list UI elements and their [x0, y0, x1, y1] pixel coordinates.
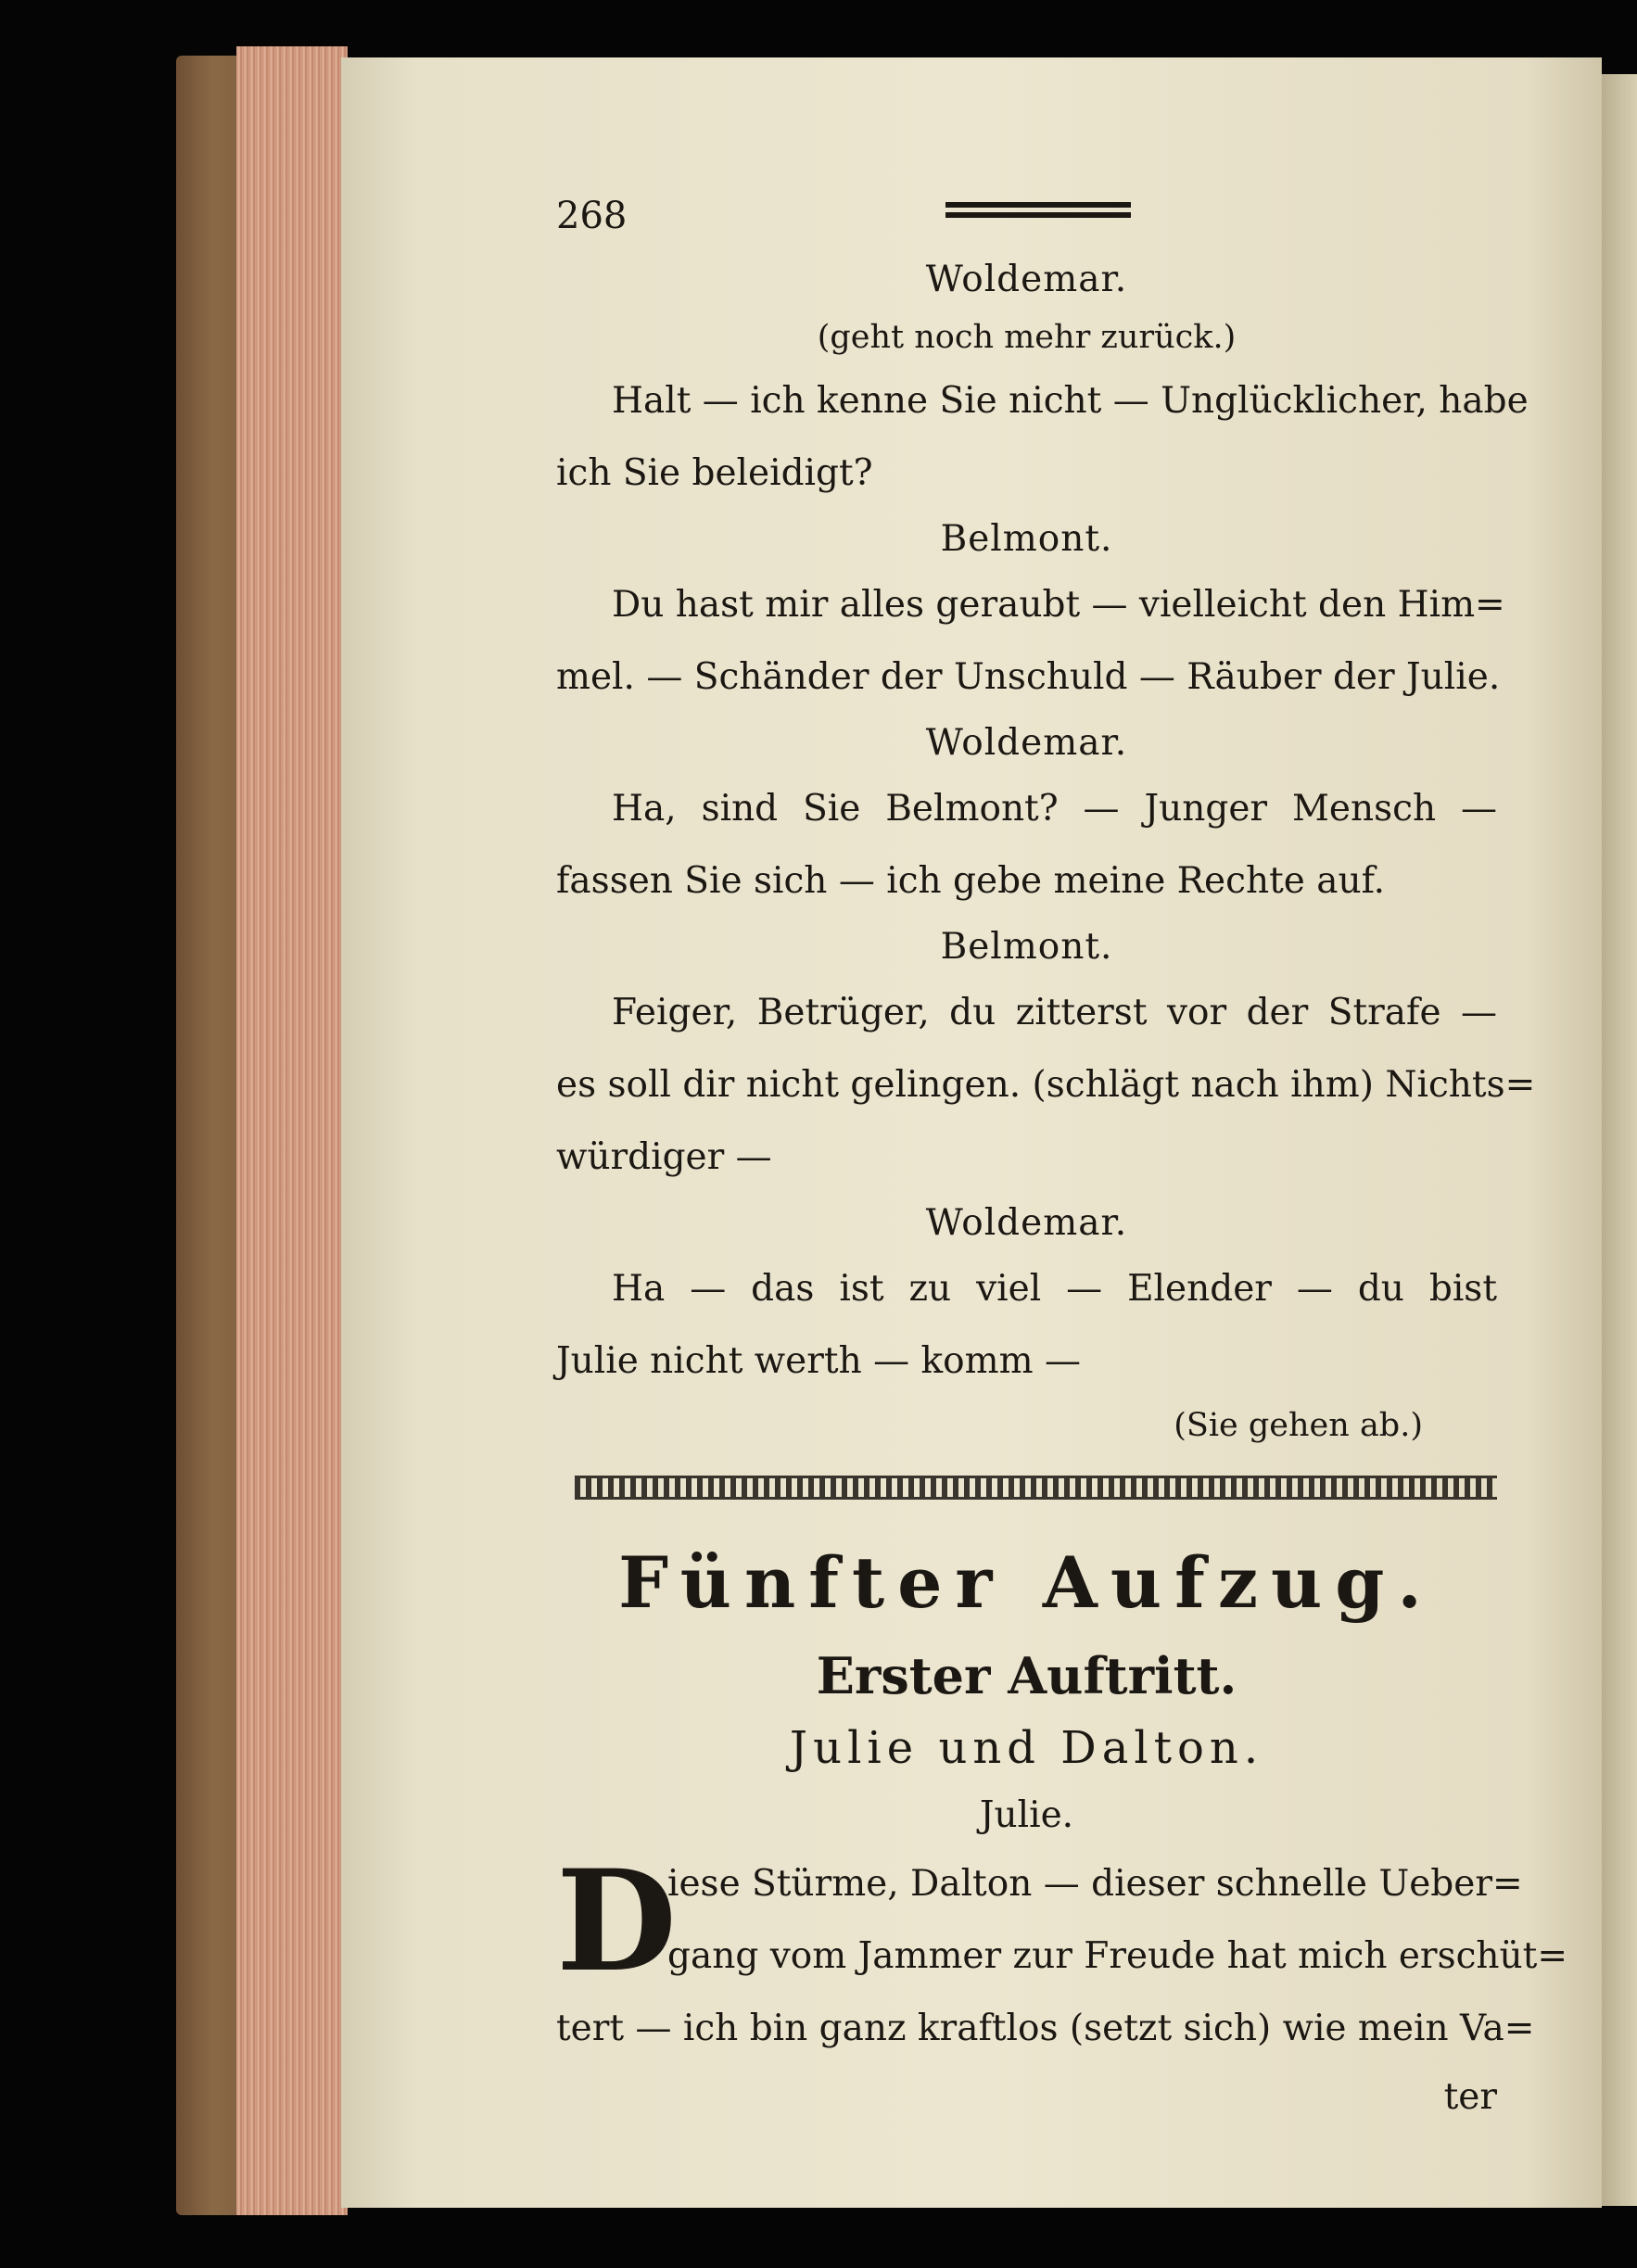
text-line: Halt — ich kenne Sie nicht — Unglücklicher, habe — [612, 380, 1529, 422]
stage-direction: (geht noch mehr zurück.) — [817, 319, 1237, 356]
speaker-belmont: Belmont. — [940, 518, 1113, 560]
text-line: ich Sie beleidigt? — [556, 452, 873, 494]
text-line: es soll dir nicht gelingen. (schlägt nach ihm) Nichts= — [556, 1064, 1536, 1106]
text-line: mel. — Schänder der Unschuld — Räuber der Julie. — [556, 656, 1501, 698]
text-line: Feiger, Betrüger, du zitterst vor der Strafe — — [612, 992, 1497, 1033]
page-text — [556, 185, 1568, 2130]
text-line: fassen Sie sich — ich gebe meine Rechte auf. — [556, 860, 1386, 902]
page-number: 268 — [556, 195, 628, 237]
act-title: Fünfter Aufzug. — [618, 1541, 1435, 1624]
speaker-belmont: Belmont. — [940, 926, 1113, 968]
text-line: gang vom Jammer zur Freude hat mich erschüt= — [667, 1935, 1568, 1977]
catchword: ter — [1443, 2076, 1497, 2118]
page-edges — [236, 46, 348, 2215]
speaker-woldemar: Woldemar. — [925, 1202, 1128, 1244]
julie-speech — [556, 1840, 1568, 2065]
header-rule — [945, 202, 1131, 222]
text-line: würdiger — — [556, 1136, 772, 1178]
scene-title: Erster Auftritt. — [816, 1646, 1237, 1705]
scene-persons: Julie und Dalton. — [789, 1722, 1264, 1774]
drop-cap: D — [556, 1840, 678, 2003]
text-line: iese Stürme, Dalton — dieser schnelle Ueber= — [667, 1863, 1523, 1905]
facing-page-sliver — [1602, 74, 1637, 2206]
speaker-woldemar: Woldemar. — [925, 259, 1128, 300]
speaker-julie: Julie. — [979, 1794, 1074, 1836]
stage-direction-exit: (Sie gehen ab.) — [1174, 1407, 1423, 1444]
text-line: Ha — das ist zu viel — Elender — du bist — [612, 1268, 1497, 1310]
text-line: Du hast mir alles geraubt — vielleicht den Him= — [612, 584, 1505, 626]
ornamental-divider — [575, 1476, 1497, 1500]
text-line: tert — ich bin ganz kraftlos (setzt sich) wie mein Va= — [556, 2008, 1535, 2049]
text-line: Julie nicht werth — komm — — [556, 1340, 1081, 1382]
text-line: Ha, sind Sie Belmont? — Junger Mensch — — [612, 788, 1497, 830]
page-header — [556, 185, 1497, 250]
speaker-woldemar: Woldemar. — [925, 722, 1128, 764]
